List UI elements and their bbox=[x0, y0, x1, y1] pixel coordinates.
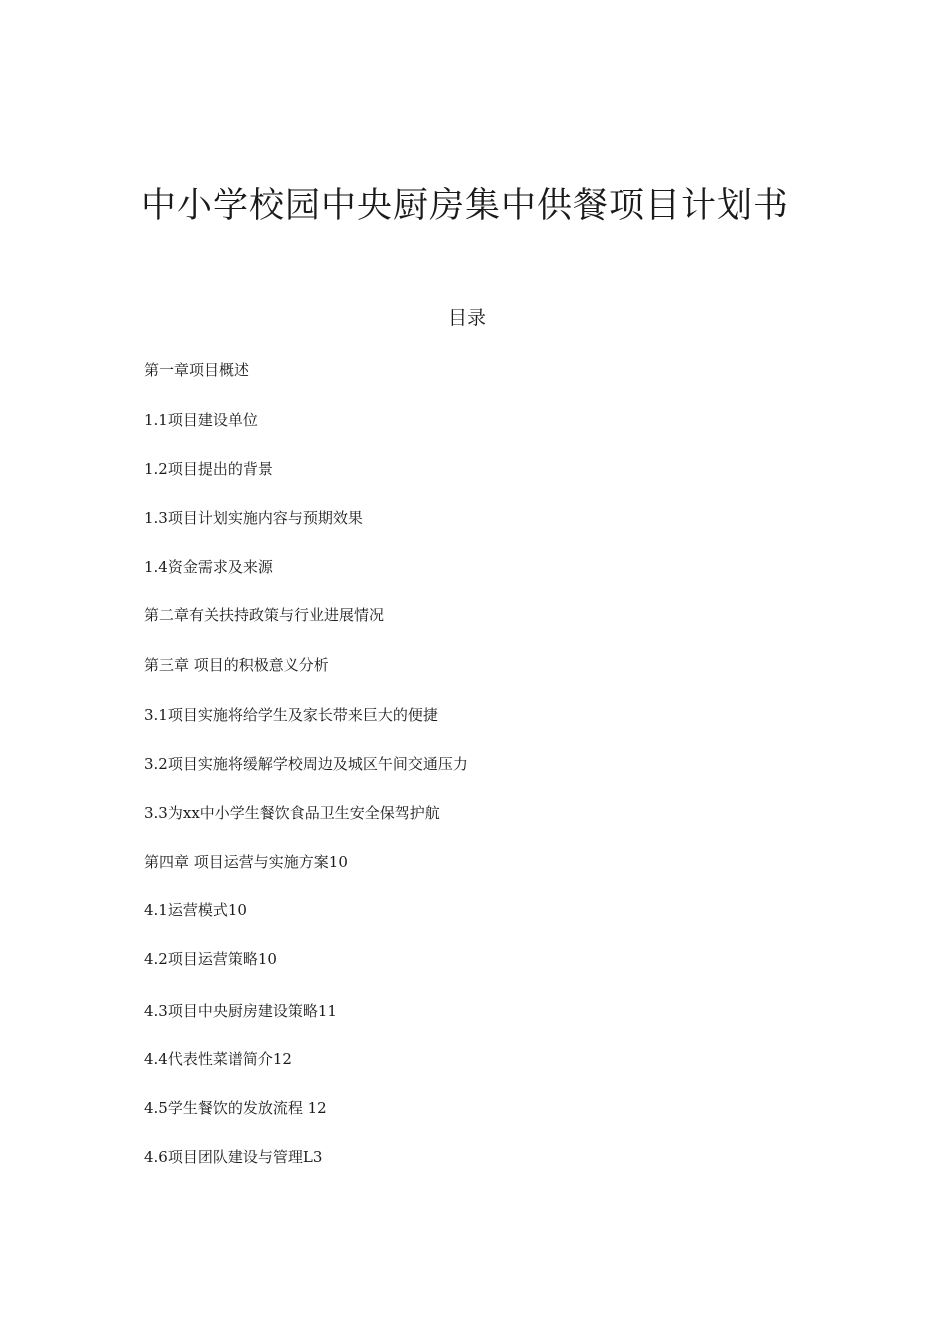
toc-item-1-3[interactable]: 1.3项目计划实施内容与预期效果 bbox=[144, 509, 363, 527]
toc-item-3-2[interactable]: 3.2项目实施将缓解学校周边及城区午间交通压力 bbox=[144, 755, 468, 773]
toc-item-1-4[interactable]: 1.4资金需求及来源 bbox=[144, 558, 273, 576]
document-title: 中小学校园中央厨房集中供餐项目计划书 bbox=[140, 186, 789, 226]
toc-item-4-2[interactable]: 4.2项目运营策略10 bbox=[144, 950, 277, 968]
toc-item-chapter-4[interactable]: 第四章 项目运营与实施方案10 bbox=[144, 853, 348, 871]
toc-item-1-2[interactable]: 1.2项目提出的背景 bbox=[144, 460, 273, 478]
toc-item-3-3[interactable]: 3.3为xx中小学生餐饮食品卫生安全保驾护航 bbox=[144, 804, 440, 822]
toc-item-4-1[interactable]: 4.1运营模式10 bbox=[144, 901, 247, 919]
toc-item-3-1[interactable]: 3.1项目实施将给学生及家长带来巨大的便捷 bbox=[144, 706, 438, 724]
toc-item-4-3[interactable]: 4.3项目中央厨房建设策略11 bbox=[144, 1002, 337, 1020]
toc-item-1-1[interactable]: 1.1项目建设单位 bbox=[144, 411, 258, 429]
toc-item-chapter-3[interactable]: 第三章 项目的积极意义分析 bbox=[144, 656, 329, 674]
toc-heading: 目录 bbox=[447, 307, 486, 329]
toc-item-chapter-1[interactable]: 第一章项目概述 bbox=[144, 361, 250, 379]
toc-item-4-4[interactable]: 4.4代表性菜谱简介12 bbox=[144, 1050, 292, 1068]
toc-item-4-6[interactable]: 4.6项目团队建设与管理L3 bbox=[144, 1148, 323, 1166]
toc-item-4-5[interactable]: 4.5学生餐饮的发放流程 12 bbox=[144, 1099, 327, 1117]
toc-item-chapter-2[interactable]: 第二章有关扶持政策与行业进展情况 bbox=[144, 606, 385, 624]
